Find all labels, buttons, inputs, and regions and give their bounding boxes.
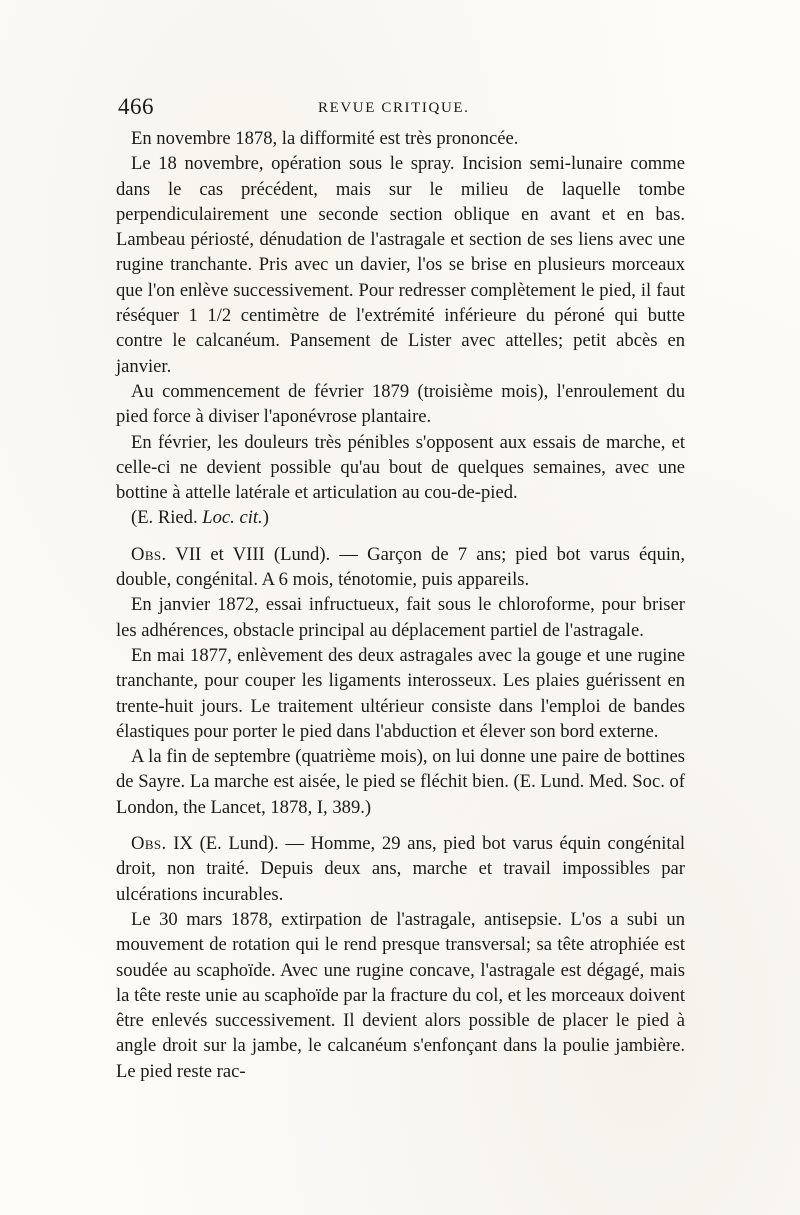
citation-italic: Loc. cit. [202, 507, 263, 529]
citation-close: ) [262, 507, 269, 529]
running-title: REVUE CRITIQUE. [318, 100, 470, 116]
paragraph: Le 18 novembre, opération sous le spray. Incision semi-lunaire comme dans le cas précédent, mais sur le milieu de laquelle tombe perpendiculairement une seconde section oblique en avant et en bas. Lambeau périosté, dénudation de l'astragale et section de ses liens avec une rugine tranchante. Pris avec un davier, l'os se brise en plusieurs morceaux que l'on enlève successivement. Pour redresser complètement le pied, il faut réséquer 1 1/2 centimètre de l'extrémité inférieure du péroné qui butte contre le calcanéum. Pansement de Lister avec attelles; petit abcès en janvier. [116, 153, 685, 377]
body-text [116, 126, 685, 1084]
obs-label: Obs. [131, 833, 167, 855]
obs-intro: IX (E. Lund). — Homme, 29 ans, pied bot varus équin congénital droit, non traité. Depuis deux ans, marche et travail impossibles par ulcérations incurables. [116, 833, 685, 905]
citation-text: (E. Ried. [131, 507, 203, 529]
running-head [118, 94, 690, 126]
paragraph: Le 30 mars 1878, extirpation de l'astragale, antisepsie. L'os a subi un mouvement de rotation qui le rend presque transversal; sa tête atrophiée est soudée au scaphoïde. Avec une rugine concave, l'astragale est dégagé, mais la tête reste unie au scaphoïde par la fracture du col, et les morceaux doivent être enlevés successivement. Il devient alors possible de placer le pied à angle droit sur la jambe, le calcanéum s'enfonçant dans la poulie jambière. Le pied reste rac- [116, 908, 685, 1082]
paragraph: En mai 1877, enlèvement des deux astragales avec la gouge et une rugine tranchante, pour couper les ligaments interosseux. Les plaies guérissent en trente-huit jours. Le traitement ultérieur consiste dans l'emploi de bandes élastiques pour porter le pied dans l'abduction et élever son bord externe. [116, 644, 685, 742]
paragraph: En janvier 1872, essai infructueux, fait sous le chloroforme, pour briser les adhérences, obstacle principal au déplacement partiel de l'astragale. [116, 594, 685, 641]
paragraph: En février, les douleurs très pénibles s'opposent aux essais de marche, et celle-ci ne devient possible qu'au bout de quelques semaines, avec une bottine à attelle latérale et articulation au cou-de-pied. [116, 431, 685, 504]
observation-heading [116, 542, 685, 593]
paragraph: Au commencement de février 1879 (troisième mois), l'enroulement du pied force à diviser l'aponévrose plantaire. [116, 380, 685, 428]
paragraph: En novembre 1878, la difformité est très prononcée. [131, 128, 519, 149]
observation-heading [116, 831, 685, 907]
page-number: 466 [118, 94, 154, 119]
obs-label: Obs. [131, 543, 167, 565]
obs-intro: VII et VIII (Lund). — Garçon de 7 ans; pied bot varus équin, double, congénital. A 6 mois, ténotomie, puis appareils. [116, 543, 685, 591]
paragraph: A la fin de septembre (quatrième mois), on lui donne une paire de bottines de Sayre. La marche est aisée, le pied se fléchit bien. (E. Lund. Med. Soc. of London, the Lancet, 1878, I, 389.) [116, 746, 685, 818]
citation-paragraph [116, 505, 685, 530]
